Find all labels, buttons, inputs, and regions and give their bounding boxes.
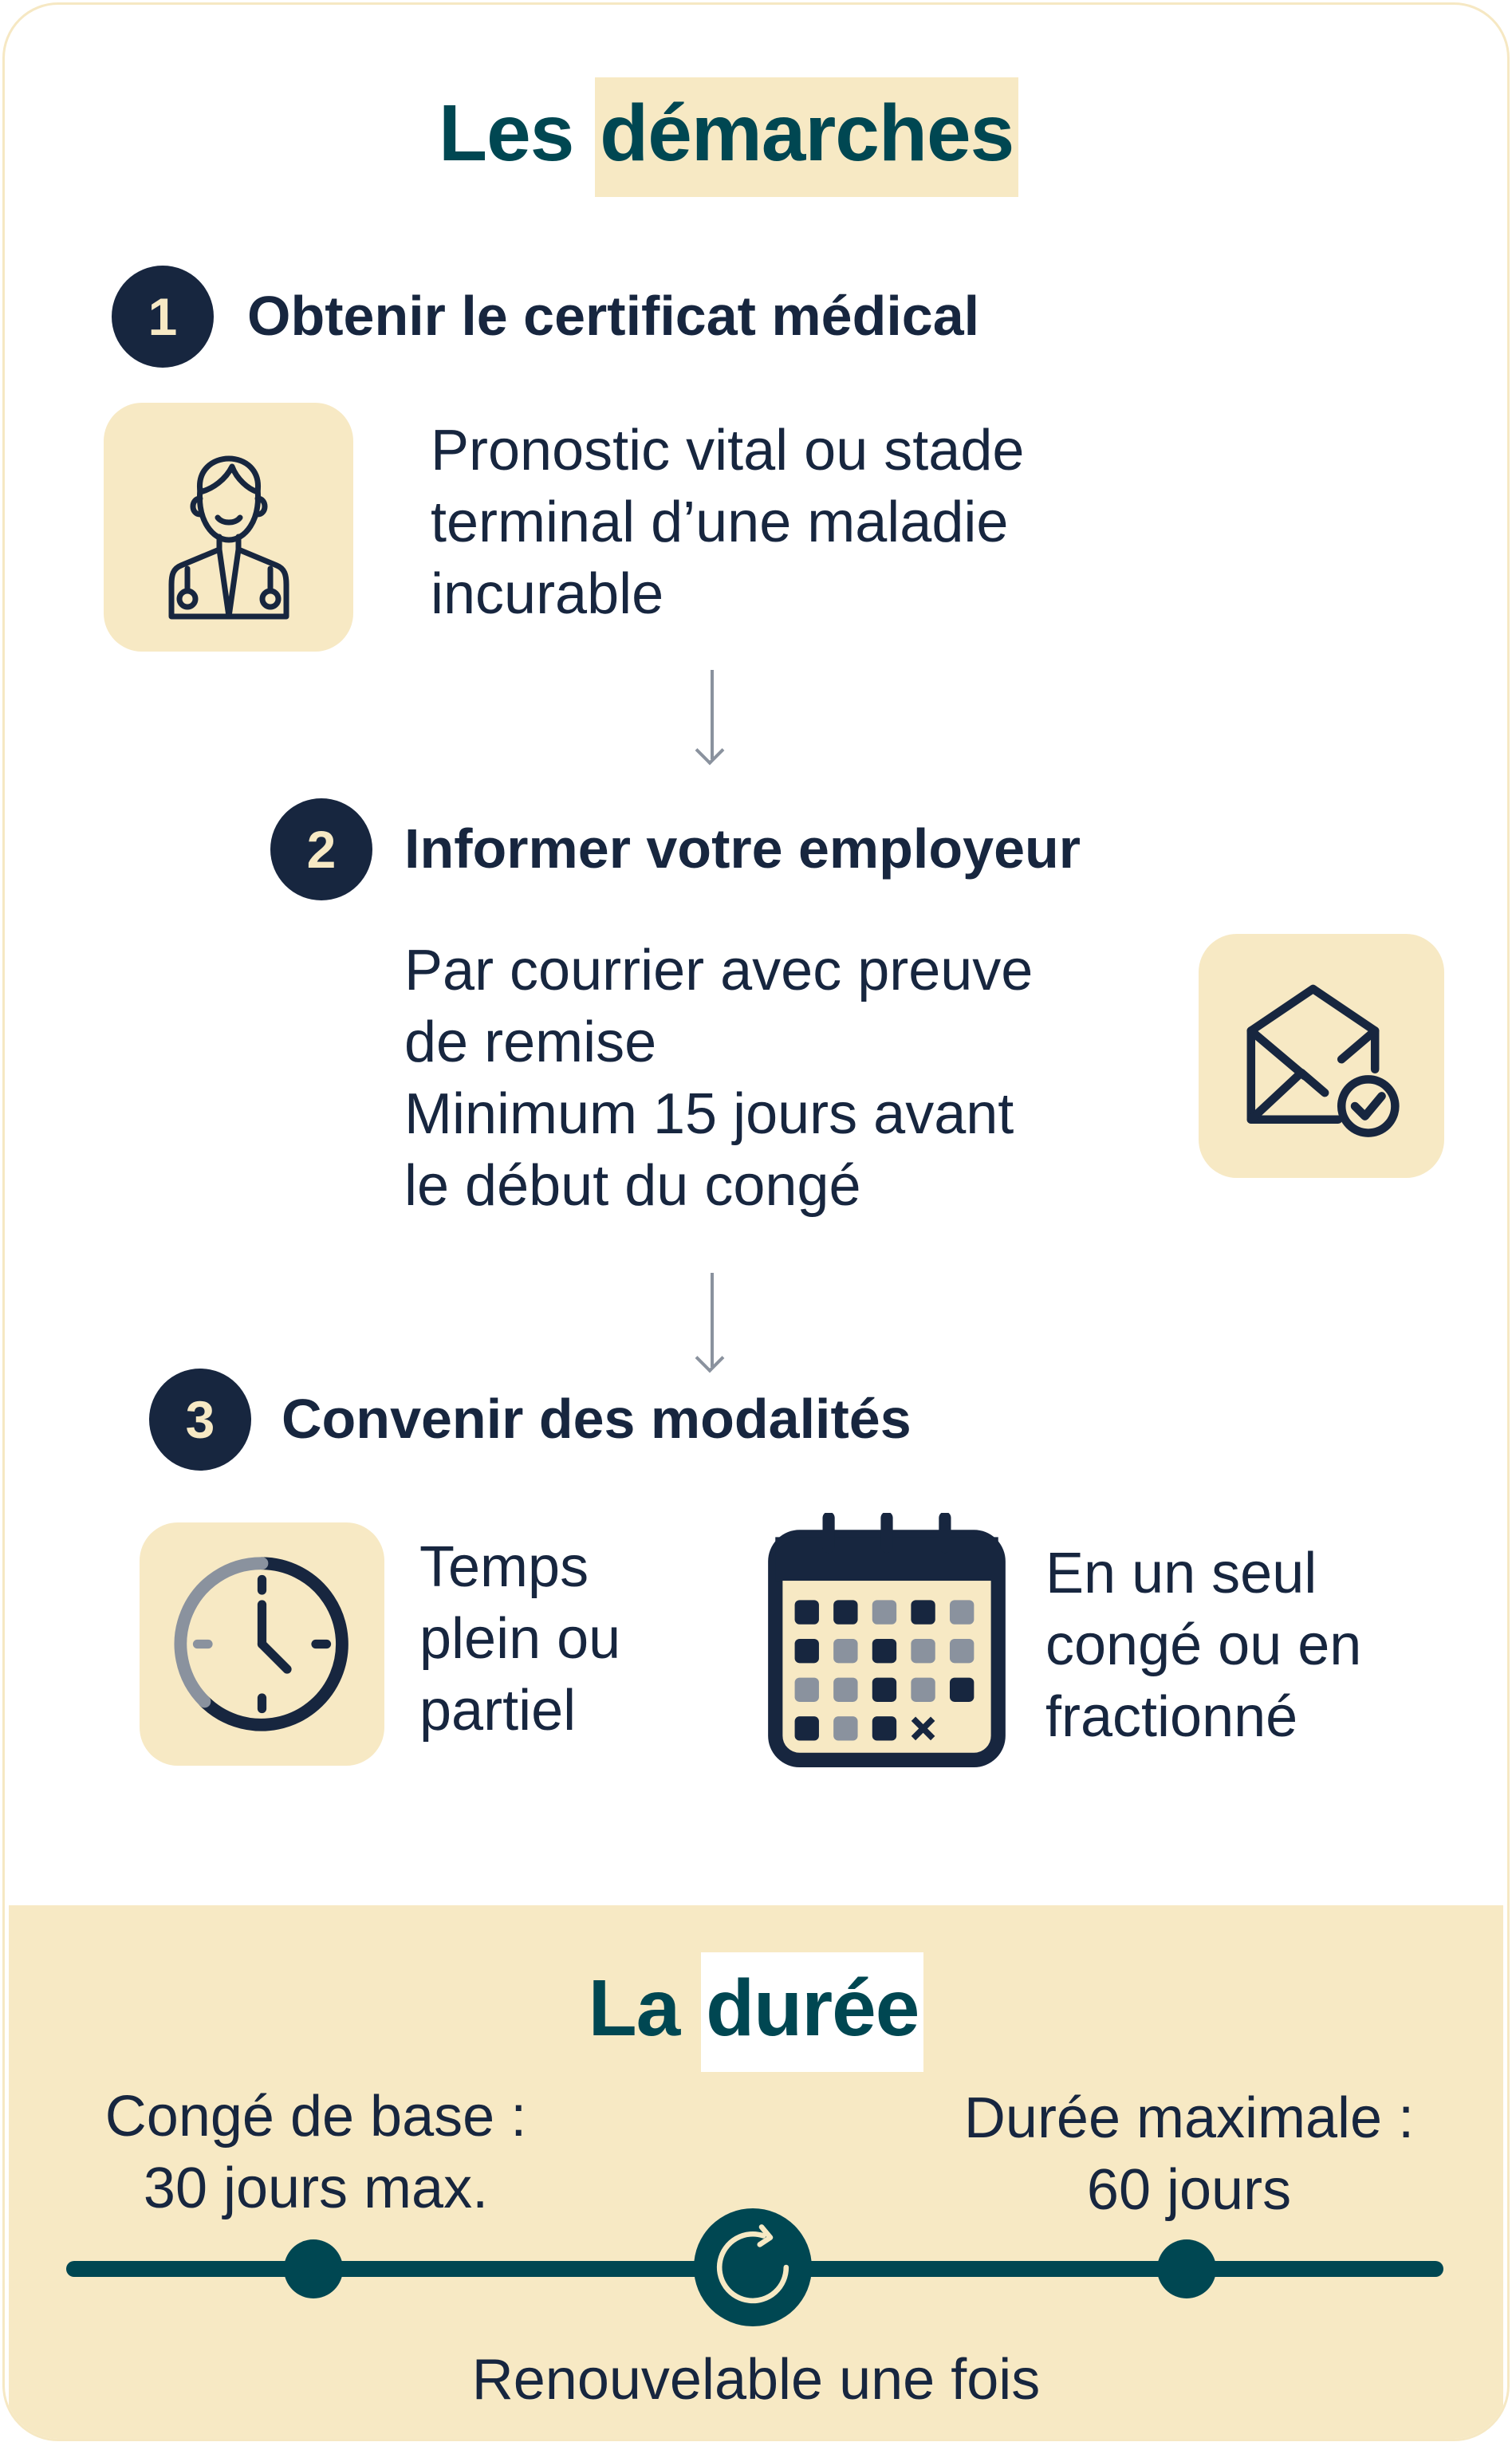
- timeline-dot-base: [284, 2239, 343, 2298]
- step-2-description: [404, 935, 1033, 1222]
- section-title-duree: [9, 1963, 1503, 2054]
- duree-section: [9, 1905, 1503, 2440]
- renew-icon: [709, 2223, 797, 2311]
- step-2-heading: Informer votre employeur: [404, 817, 1081, 880]
- text-line: terminal d’une maladie: [431, 490, 1009, 554]
- text-line: fractionné: [1045, 1685, 1298, 1749]
- option-split-text: [1045, 1538, 1361, 1753]
- text-line: incurable: [431, 562, 664, 626]
- envelope-icon-box: [1199, 934, 1444, 1178]
- envelope-check-icon: [1238, 972, 1405, 1140]
- step-number-1: 1: [112, 266, 214, 368]
- title-plain: Les: [439, 89, 574, 178]
- title-highlight: durée: [701, 1952, 923, 2072]
- base-duration: [9, 2081, 623, 2224]
- text-line: En un seul: [1045, 1542, 1317, 1605]
- text-line: le début du congé: [404, 1154, 861, 1218]
- doctor-icon-box: [104, 403, 353, 652]
- timeline-dot-max: [1157, 2239, 1216, 2298]
- base-value: 30 jours max.: [143, 2156, 489, 2220]
- text-line: congé ou en: [1045, 1613, 1362, 1677]
- step-3-heading: Convenir des modalités: [282, 1388, 912, 1450]
- option-time-text: [419, 1531, 620, 1747]
- renew-label: Renouvelable une fois: [471, 2348, 1041, 2412]
- calendar-icon: [766, 1513, 1008, 1770]
- infographic-card: [2, 2, 1510, 2441]
- text-line: Par courrier avec preuve: [404, 939, 1034, 1002]
- max-duration: [918, 2082, 1460, 2226]
- calendar-icon-wrap: [766, 1513, 1008, 1774]
- text-line: partiel: [419, 1679, 577, 1743]
- max-value: 60 jours: [1086, 2158, 1292, 2222]
- clock-icon: [172, 1554, 352, 1734]
- renew-marker: [694, 2208, 812, 2326]
- text-line: plein ou: [419, 1607, 621, 1671]
- text-line: Temps: [419, 1535, 589, 1599]
- doctor-icon: [149, 431, 309, 623]
- arrow-down-icon: [711, 670, 714, 759]
- text-line: Pronostic vital ou stade: [431, 419, 1025, 482]
- base-label: Congé de base :: [104, 2085, 527, 2149]
- title-plain: La: [588, 1963, 680, 2053]
- arrow-down-icon: [711, 1273, 714, 1367]
- section-title-demarches: [439, 88, 1018, 179]
- step-1-heading: Obtenir le certificat médical: [247, 285, 980, 347]
- clock-icon-box: [140, 1522, 384, 1766]
- text-line: de remise: [404, 1010, 657, 1074]
- step-1-description: [431, 415, 1024, 630]
- title-highlight: démarches: [595, 77, 1018, 197]
- text-line: Minimum 15 jours avant: [404, 1082, 1014, 1146]
- max-label: Durée maximale :: [963, 2086, 1415, 2150]
- step-number-3: 3: [149, 1369, 251, 1471]
- step-number-2: 2: [270, 798, 372, 900]
